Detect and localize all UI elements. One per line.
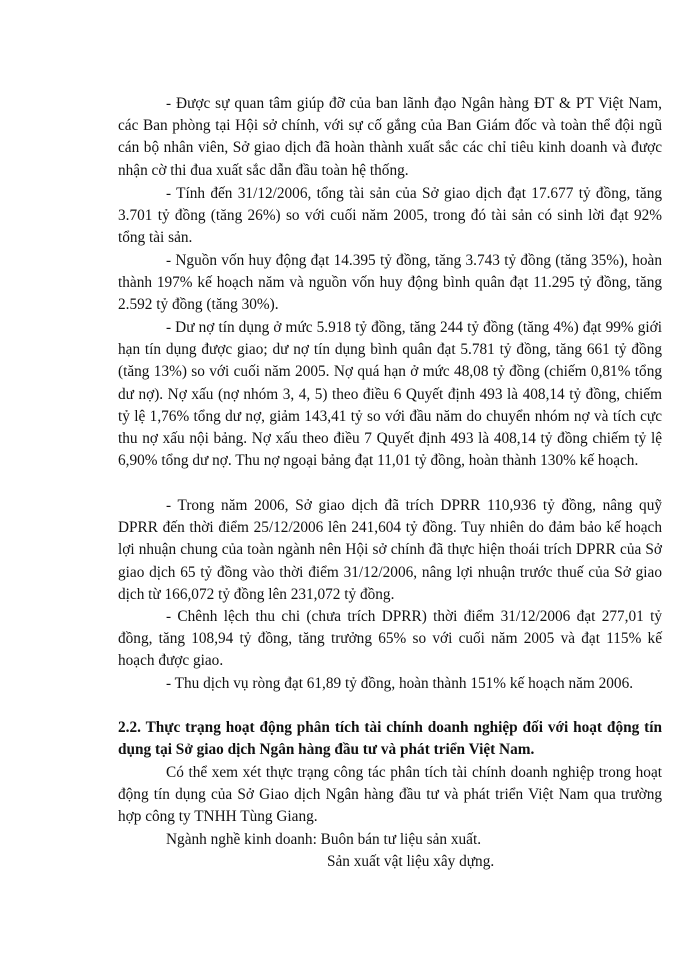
paragraph-intro: Có thể xem xét thực trạng công tác phân tích tài chính doanh nghiệp trong hoạt động tín dụng của Sở Giao dịch Ngân hàng đầu tư và phát triển Việt Nam qua trường hợp công ty TNHH Tùng Giang. <box>118 764 662 826</box>
business-line-trade: Ngành nghề kinh doanh: Buôn bán tư liệu sản xuất. <box>166 831 482 848</box>
paragraph-income-expense: - Chênh lệch thu chi (chưa trích DPRR) thời điểm 31/12/2006 đạt 277,01 tỷ đồng, tăng 108,94 tỷ đồng, tăng trưởng 65% so với cuối năm 2005 và đạt 115% kế hoạch được giao. <box>118 608 662 670</box>
paragraph-capital-mobilization: - Nguồn vốn huy động đạt 14.395 tỷ đồng, tăng 3.743 tỷ đồng (tăng 35%), hoàn thành 197% kế hoạch năm và nguồn vốn huy động bình quân đạt 11.295 tỷ đồng, tăng 2.592 tỷ đồng (tăng 30%). <box>118 252 662 314</box>
paragraph-service-income: - Thu dịch vụ ròng đạt 61,89 tỷ đồng, hoàn thành 151% kế hoạch năm 2006. <box>166 675 634 692</box>
section-heading: 2.2. Thực trạng hoạt động phân tích tài chính doanh nghiệp đối với hoạt động tín dụng tại Sở giao dịch Ngân hàng đầu tư và phát triển Việt Nam. <box>118 719 662 759</box>
paragraph-credit-balance: - Dư nợ tín dụng ở mức 5.918 tỷ đồng, tăng 244 tỷ đồng (tăng 4%) đạt 99% giới hạn tín dụng được giao; dư nợ tín dụng bình quân đạt 5.781 tỷ đồng, tăng 661 tỷ đồng (tăng 13%) so với cuối năm 2005. Nợ quá hạn ở mức 48,08 tỷ đồng (chiếm 0,81% tổng dư nợ). Nợ xấu (nợ nhóm 3, 4, 5) theo điều 6 Quyết định 493 là 408,14 tỷ đồng, chiếm tỷ lệ 1,76% tổng dư nợ, giảm 143,41 tỷ so với đầu năm do chuyển nhóm nợ và tích cực thu nợ xấu nội bảng. Nợ xấu theo điều 7 Quyết định 493 là 408,14 tỷ đồng chiếm tỷ lệ 6,90% tổng dư nợ. Thu nợ ngoại bảng đạt 11,01 tỷ đồng, hoàn thành 130% kế hoạch. <box>118 319 662 470</box>
paragraph-risk-provision: - Trong năm 2006, Sở giao dịch đã trích DPRR 110,936 tỷ đồng, nâng quỹ DPRR đến thời điểm 25/12/2006 lên 241,604 tỷ đồng. Tuy nhiên do đảm bảo kế hoạch lợi nhuận chung của toàn ngành nên Hội sở chính đã thực hiện thoái trích DPRR của Sở giao dịch 65 tỷ đồng vào thời điểm 31/12/2006, nâng lợi nhuận trước thuế của Sở giao dịch từ 166,072 tỷ đồng lên 231,072 tỷ đồng. <box>118 497 662 603</box>
paragraph-total-assets: - Tính đến 31/12/2006, tổng tài sản của Sở giao dịch đạt 17.677 tỷ đồng, tăng 3.701 tỷ đồng (tăng 26%) so với cuối năm 2005, trong đó tài sản có sinh lời đạt 92% tổng tài sản. <box>118 185 662 247</box>
business-line-production: Sản xuất vật liệu xây dựng. <box>327 853 495 870</box>
paragraph-bank-support: - Được sự quan tâm giúp đỡ của ban lãnh đạo Ngân hàng ĐT & PT Việt Nam, các Ban phòng tại Hội sở chính, với sự cố gắng của Ban Giám đốc và toàn thể đội ngũ cán bộ nhân viên, Sở giao dịch đã hoàn thành xuất sắc các chỉ tiêu kinh doanh và được nhận cờ thi đua xuất sắc dẫn đầu toàn hệ thống. <box>118 95 662 179</box>
